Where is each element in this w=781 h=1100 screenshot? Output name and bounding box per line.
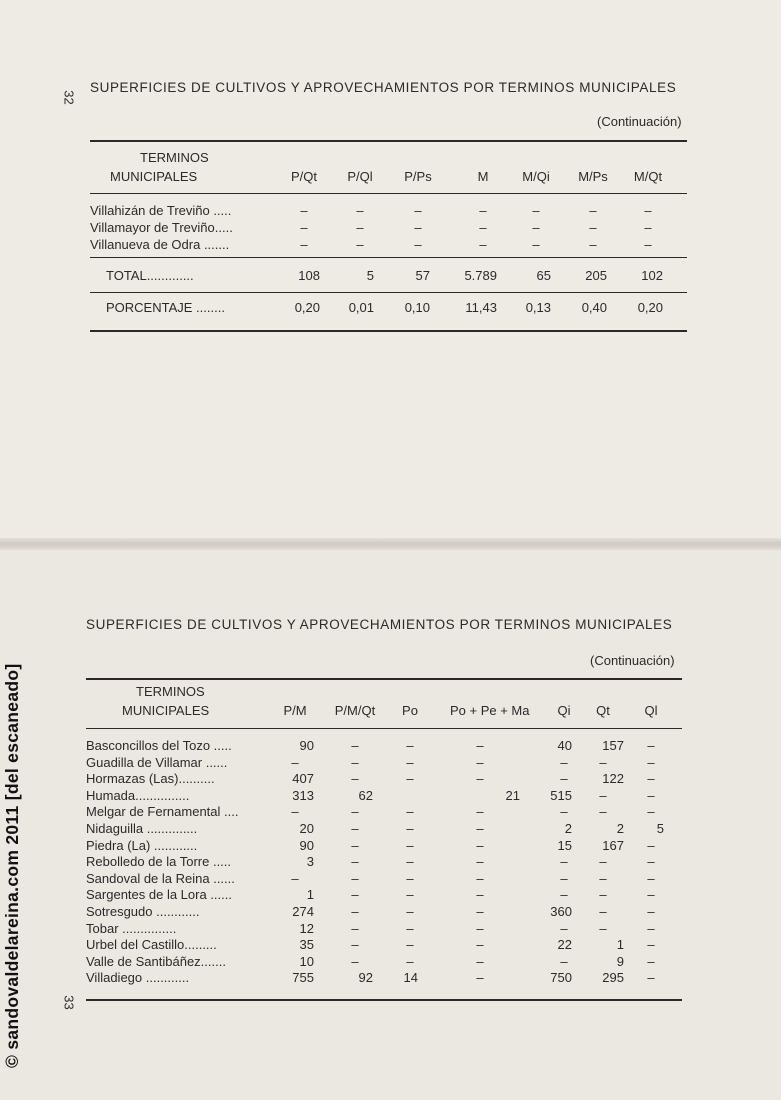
table-cell: –	[476, 904, 484, 919]
table-cell: –	[300, 237, 308, 252]
row-name: Nidaguilla ..............	[86, 821, 198, 836]
table-cell: –	[351, 821, 359, 836]
table-cell: –	[406, 804, 414, 820]
table-cell: 40	[557, 738, 572, 753]
row-name: Basconcillos del Tozo .....	[86, 738, 232, 753]
table-cell: –	[560, 953, 568, 969]
table-cell: –	[291, 870, 299, 886]
table-cell: –	[589, 220, 597, 235]
row-name: Villanueva de Odra .......	[90, 237, 230, 252]
table-cell: –	[479, 237, 487, 252]
column-header: P/Ql	[347, 169, 373, 184]
table-cell: –	[351, 738, 359, 753]
table-top-rule	[90, 140, 687, 142]
table-cell: –	[599, 920, 607, 936]
row-name: Guadilla de Villamar ......	[86, 754, 228, 770]
table-cell: 20	[299, 821, 314, 836]
continuation-label-top: (Continuación)	[597, 114, 682, 129]
table-cell: –	[599, 854, 607, 870]
table-cell: 65	[536, 268, 551, 283]
table-row	[0, 954, 781, 971]
table-cell: 750	[550, 970, 572, 986]
column-header: Po	[402, 703, 418, 718]
row-name: Melgar de Fernamental ....	[86, 804, 239, 820]
table-cell: –	[599, 887, 607, 903]
table-cell: –	[406, 754, 414, 770]
table-cell: 90	[299, 738, 314, 753]
table-cell: 9	[616, 953, 624, 969]
table-cell: –	[406, 771, 414, 787]
table-cell: –	[599, 804, 607, 820]
table-cell: 14	[403, 970, 418, 986]
table-cell: 122	[602, 771, 624, 787]
table-cell: –	[291, 804, 299, 820]
table-row	[0, 771, 781, 788]
table-cell: 515	[550, 787, 572, 803]
table-cell: 157	[602, 738, 624, 753]
table-row	[0, 838, 781, 855]
table-cell: –	[414, 220, 422, 235]
table-cell: –	[476, 870, 484, 886]
table-cell: 92	[358, 970, 373, 986]
header-municipales: MUNICIPALES	[110, 169, 198, 184]
table-cell: –	[351, 771, 359, 787]
table-header-top	[0, 150, 781, 190]
total-row	[0, 268, 781, 286]
table-cell: 0,10	[404, 300, 430, 315]
table-row	[0, 738, 781, 755]
table-cell: –	[476, 854, 484, 870]
table-cell: –	[599, 904, 607, 919]
header-terminos-b: TERMINOS	[136, 684, 205, 699]
table-cell: –	[351, 870, 359, 886]
table-cell: –	[476, 804, 484, 820]
table-cell: 11,43	[465, 300, 497, 315]
table-cell: –	[589, 203, 597, 218]
column-header: Po + Pe + Ma	[450, 703, 530, 718]
table-cell: –	[351, 953, 359, 969]
table-row	[0, 904, 781, 921]
table-cell: –	[476, 771, 484, 787]
table-cell: 22	[557, 937, 572, 953]
row-name: Valle de Santibáñez.......	[86, 953, 226, 969]
row-name: Humada...............	[86, 787, 190, 803]
row-name: Tobar ...............	[86, 920, 177, 936]
table-cell: –	[647, 970, 655, 986]
row-name: PORCENTAJE ........	[106, 300, 225, 315]
table-cell: 10	[299, 953, 314, 969]
table-cell: 62	[358, 787, 373, 803]
table-cell: –	[406, 937, 414, 953]
table-cell: –	[406, 854, 414, 870]
table-cell: –	[647, 804, 655, 820]
table-row	[0, 854, 781, 871]
table-row	[0, 970, 781, 987]
table-top-rule-bottom	[86, 678, 682, 680]
table-cell: –	[532, 203, 540, 218]
row-name: Villahizán de Treviño .....	[90, 203, 232, 218]
table-cell: 0,01	[348, 300, 374, 315]
table-cell: –	[406, 920, 414, 936]
table-cell: –	[647, 754, 655, 770]
porcentaje-rule-top	[90, 292, 687, 293]
table-cell: –	[532, 220, 540, 235]
table-cell: –	[647, 937, 655, 953]
table-cell: –	[560, 854, 568, 870]
table-cell: –	[406, 887, 414, 903]
table-cell: 360	[550, 904, 572, 919]
table-cell: 12	[299, 920, 314, 936]
table-cell: –	[406, 953, 414, 969]
table-row	[0, 203, 781, 220]
table-cell: 5.789	[464, 268, 497, 283]
column-header: M/Qi	[522, 169, 550, 184]
table-cell: –	[647, 887, 655, 903]
table-cell: –	[599, 754, 607, 770]
table-cell: –	[476, 754, 484, 770]
page-number-top: 32	[61, 90, 77, 105]
table-cell: –	[647, 771, 655, 787]
table-row	[0, 220, 781, 237]
table-cell: –	[476, 937, 484, 953]
table-cell: –	[599, 787, 607, 803]
table-cell: 35	[299, 937, 314, 953]
page-title-top: SUPERFICIES DE CULTIVOS Y APROVECHAMIENTOS POR TERMINOS MUNICIPALES	[90, 80, 677, 95]
porcentaje-row	[0, 300, 781, 318]
table-cell: –	[560, 754, 568, 770]
row-name: Villadiego ............	[86, 970, 190, 986]
row-name: Villamayor de Treviño.....	[90, 220, 233, 235]
table-cell: 274	[292, 904, 314, 919]
table-row	[0, 237, 781, 254]
table-cell: –	[532, 237, 540, 252]
table-row	[0, 937, 781, 954]
table-cell: –	[351, 920, 359, 936]
table-cell: –	[351, 754, 359, 770]
table-cell: –	[599, 870, 607, 886]
table-cell: –	[560, 920, 568, 936]
total-rule-top	[90, 257, 687, 258]
copyright-watermark: © sandovaldelareina.com 2011 [del escaneado]	[2, 663, 22, 1068]
table-cell: –	[560, 771, 568, 787]
table-cell: –	[589, 237, 597, 252]
table-cell: –	[300, 220, 308, 235]
table-cell: –	[647, 920, 655, 936]
table-cell: –	[644, 203, 652, 218]
table-cell: 5	[366, 268, 374, 283]
table-cell: 313	[292, 787, 314, 803]
table-cell: 108	[298, 268, 320, 283]
table-row	[0, 871, 781, 888]
row-name: Urbel del Castillo.........	[86, 937, 217, 953]
table-cell: –	[476, 821, 484, 836]
table-cell: –	[647, 904, 655, 919]
table-cell: 755	[292, 970, 314, 986]
table-cell: –	[476, 953, 484, 969]
table-row	[0, 921, 781, 938]
table-cell: –	[647, 870, 655, 886]
header-municipales-b: MUNICIPALES	[122, 703, 210, 718]
table-row	[0, 788, 781, 805]
table-cell: –	[406, 738, 414, 753]
page-number-bottom: 33	[61, 995, 77, 1010]
table-cell: –	[647, 738, 655, 753]
table-cell: –	[414, 237, 422, 252]
table-cell: 15	[557, 837, 572, 853]
table-row	[0, 887, 781, 904]
row-name: Sandoval de la Reina ......	[86, 870, 235, 886]
table-cell: 167	[602, 837, 624, 853]
table-cell: –	[647, 953, 655, 969]
table-header-rule-bottom	[86, 728, 682, 729]
table-cell: –	[300, 203, 308, 218]
table-header-bottom	[0, 684, 781, 724]
table-cell: –	[414, 203, 422, 218]
row-name: Piedra (La) ............	[86, 837, 198, 853]
table-cell: –	[647, 854, 655, 870]
table-cell: –	[560, 870, 568, 886]
table-cell: 295	[602, 970, 624, 986]
column-header: P/Qt	[290, 169, 317, 184]
table-cell: –	[644, 237, 652, 252]
table-cell: –	[356, 237, 364, 252]
table-cell: –	[351, 804, 359, 820]
column-header: P/M/Qt	[334, 703, 376, 718]
table-cell: 90	[299, 837, 314, 853]
table-cell: 1	[306, 887, 314, 903]
table-bottom-rule-bottom	[86, 999, 682, 1001]
table-cell: –	[406, 904, 414, 919]
table-cell: –	[406, 837, 414, 853]
column-header: Qt	[596, 703, 610, 718]
table-cell: –	[406, 821, 414, 836]
page-title-bottom: SUPERFICIES DE CULTIVOS Y APROVECHAMIENTOS POR TERMINOS MUNICIPALES	[86, 617, 673, 632]
table-cell: –	[644, 220, 652, 235]
table-cell: –	[476, 738, 484, 753]
row-name: Sargentes de la Lora ......	[86, 887, 232, 903]
table-cell: –	[476, 887, 484, 903]
table-cell: 2	[564, 821, 572, 836]
table-cell: 5	[656, 821, 664, 836]
table-row	[0, 821, 781, 838]
table-cell: –	[479, 220, 487, 235]
table-cell: –	[291, 754, 299, 770]
table-cell: 2	[616, 821, 624, 836]
table-cell: 205	[585, 268, 607, 283]
table-cell: 102	[641, 268, 663, 283]
table-cell: –	[351, 837, 359, 853]
table-cell: –	[351, 904, 359, 919]
table-cell: –	[647, 837, 655, 853]
row-name: Sotresgudo ............	[86, 904, 200, 919]
table-cell: –	[560, 804, 568, 820]
table-cell: –	[351, 937, 359, 953]
column-header: M/Ps	[578, 169, 608, 184]
table-bottom-rule-top	[90, 330, 687, 332]
table-cell: –	[476, 970, 484, 986]
table-cell: 0,20	[637, 300, 663, 315]
row-name: Hormazas (Las)..........	[86, 771, 215, 787]
table-cell: –	[647, 787, 655, 803]
table-cell: 0,40	[581, 300, 607, 315]
table-cell: –	[356, 203, 364, 218]
table-cell: –	[476, 920, 484, 936]
table-row	[0, 804, 781, 821]
table-cell: 407	[292, 771, 314, 787]
table-cell: –	[479, 203, 487, 218]
column-header: P/Ps	[404, 169, 432, 184]
table-cell: –	[476, 837, 484, 853]
table-cell: 57	[415, 268, 430, 283]
table-cell: 0,13	[525, 300, 551, 315]
row-name: TOTAL.............	[106, 268, 194, 283]
table-row	[0, 755, 781, 772]
table-cell: 3	[306, 854, 314, 870]
column-header: Ql	[644, 703, 658, 718]
column-header: M/Qt	[633, 169, 663, 184]
table-cell: –	[351, 887, 359, 903]
table-cell: –	[351, 854, 359, 870]
table-cell: 0,20	[294, 300, 320, 315]
continuation-label-bottom: (Continuación)	[590, 653, 675, 668]
column-header: P/M	[283, 703, 307, 718]
row-name: Rebolledo de la Torre .....	[86, 854, 232, 870]
table-cell: –	[560, 887, 568, 903]
column-header: M	[477, 169, 489, 184]
column-header: Qi	[557, 703, 571, 718]
table-cell: –	[356, 220, 364, 235]
header-terminos: TERMINOS	[140, 150, 209, 165]
table-header-rule-top	[90, 193, 687, 194]
table-cell: –	[406, 870, 414, 886]
table-cell: 1	[616, 937, 624, 953]
page-fold	[0, 538, 781, 550]
table-cell: 21	[505, 787, 520, 803]
